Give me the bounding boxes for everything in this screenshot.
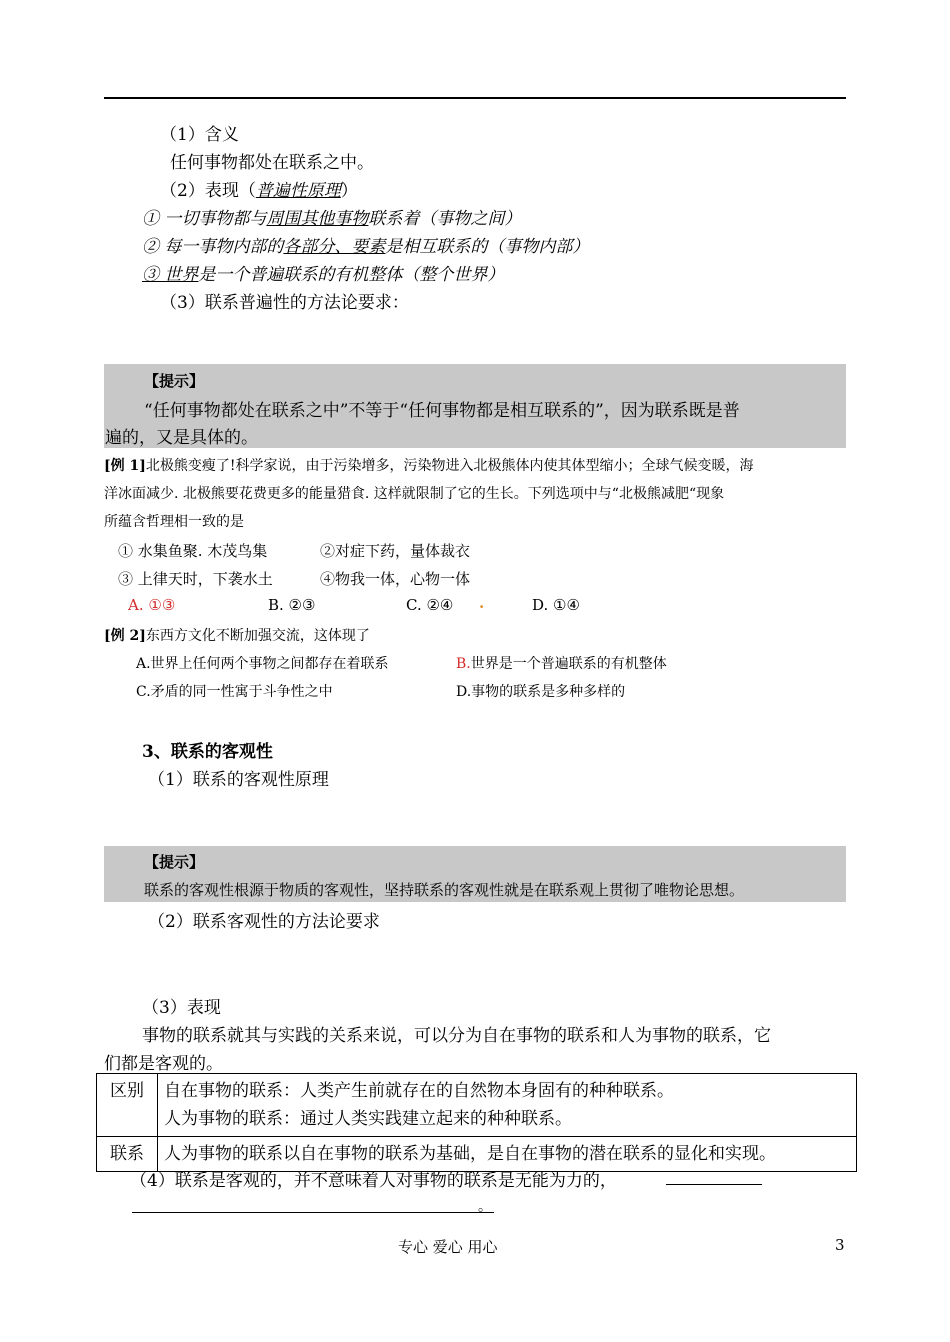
example1-choice-a: A. ①③ [128, 596, 176, 614]
example2-choice-c: C.矛盾的同一性寓于斗争性之中 [136, 684, 333, 700]
example1-choice-c: C. ②④ [406, 596, 454, 614]
point4-text: （4）联系是客观的，并不意味着人对事物的联系是无能为力的， [130, 1171, 617, 1191]
table-cell-distinction [158, 1074, 857, 1137]
example2-choice-d: D.事物的联系是多种多样的 [456, 684, 626, 700]
method-heading: （3）联系普遍性的方法论要求： [160, 293, 409, 313]
fill-blank-1 [666, 1184, 762, 1185]
line3-keyword: ③ 世界 [142, 265, 199, 285]
line2-keyword: 各部分、要素 [283, 237, 386, 257]
performance-heading-principle: 普遍性原理 [255, 181, 341, 201]
line1-suffix: 联系着（事物之间） [368, 209, 522, 229]
example2-choice-b-text: 世界是一个普遍联系的有机整体 [470, 656, 667, 672]
tip-text-2: 联系的客观性根源于物质的客观性，坚持联系的客观性就是在联系观上贯彻了唯物论思想。 [144, 881, 745, 899]
tip-text-1-line1: “任何事物都处在联系之中”不等于“任何事物都是相互联系的”，因为联系既是普 [144, 401, 740, 421]
performance-line-2 [142, 232, 589, 257]
section3-method: （2）联系客观性的方法论要求 [148, 912, 380, 932]
table-cell-line-natural: 自在事物的联系：人类产生前就存在的自然物本身固有的种种联系。 [164, 1081, 674, 1101]
example1-line3: 所蕴含哲理相一致的是 [104, 514, 244, 530]
line2-prefix: ② 每一事物内部的 [142, 237, 284, 257]
performance-line-3 [142, 260, 504, 285]
header-rule [104, 97, 846, 99]
section3-performance: （3）表现 [142, 998, 221, 1018]
example1-text-1: 北极熊变瘦了!科学家说，由于污染增多，污染物进入北极熊体内使其体型缩小；全球气候变暖，海 [145, 458, 754, 474]
line1-prefix: ① 一切事物都与 [142, 209, 267, 229]
performance-heading [160, 176, 358, 201]
line1-keyword: 周围其他事物 [266, 209, 369, 229]
meaning-heading: （1）含义 [160, 125, 239, 145]
example2-choice-b-letter: B. [456, 656, 471, 672]
section3-paragraph-line1: 事物的联系就其与实践的关系来说，可以分为自在事物的联系和人为事物的联系，它 [142, 1026, 771, 1046]
section3-paragraph-line2: 们都是客观的。 [104, 1054, 223, 1074]
example1-dot: . [479, 594, 485, 612]
table-cell-line-artificial: 人为事物的联系：通过人类实践建立起来的种种联系。 [164, 1109, 572, 1129]
performance-heading-prefix: （2）表现（ [160, 181, 256, 201]
example1-tag: [例 1] [104, 458, 146, 474]
line3-suffix: 是一个普遍联系的有机整体（整个世界） [198, 265, 505, 285]
table-row [97, 1074, 857, 1137]
example2-text: 东西方文化不断加强交流，这体现了 [145, 628, 370, 644]
fill-blank-2 [132, 1212, 494, 1213]
connection-table [96, 1073, 857, 1172]
tip-label-2: 【提示】 [144, 853, 205, 871]
example2-choice-a: A.世界上任何两个事物之间都存在着联系 [136, 656, 389, 672]
point4-end: 。 [478, 1199, 492, 1215]
example1-line1 [104, 455, 754, 475]
example2-choice-b [456, 653, 667, 673]
example2-tag: [例 2] [104, 628, 146, 644]
example1-choice-b: B. ②③ [268, 596, 316, 614]
meaning-text: 任何事物都处在联系之中。 [170, 153, 374, 173]
tip-label-1: 【提示】 [144, 372, 205, 390]
table-row-head-connection: 联系 [97, 1137, 158, 1172]
footer-motto: 专心 爱心 用心 [398, 1238, 498, 1256]
tip-text-1-line2: 遍的，又是具体的。 [105, 428, 258, 448]
example1-choice-d: D. ①④ [532, 596, 580, 614]
page-number: 3 [835, 1236, 845, 1254]
section3-principle: （1）联系的客观性原理 [148, 770, 329, 790]
example1-line2: 洋冰面减少. 北极熊要花费更多的能量猎食. 这样就限制了它的生长。下列选项中与“北极熊减肥“现象 [104, 486, 725, 502]
table-row-head-distinction: 区别 [97, 1074, 158, 1137]
example1-option-3: ③ 上律天时，下袭水土 [118, 570, 273, 588]
section3-heading: 3、联系的客观性 [142, 742, 273, 762]
line2-suffix: 是相互联系的（事物内部） [385, 237, 590, 257]
example1-option-1: ① 水集鱼聚. 木茂鸟集 [118, 542, 268, 560]
example2-stem [104, 625, 370, 645]
table-cell-connection: 人为事物的联系以自在事物的联系为基础，是自在事物的潜在联系的显化和实现。 [158, 1137, 857, 1172]
performance-line-1 [142, 204, 521, 229]
example1-option-4: ④物我一体，心物一体 [320, 570, 471, 588]
performance-heading-suffix: ） [340, 181, 358, 201]
example1-option-2: ②对症下药，量体裁衣 [320, 542, 471, 560]
